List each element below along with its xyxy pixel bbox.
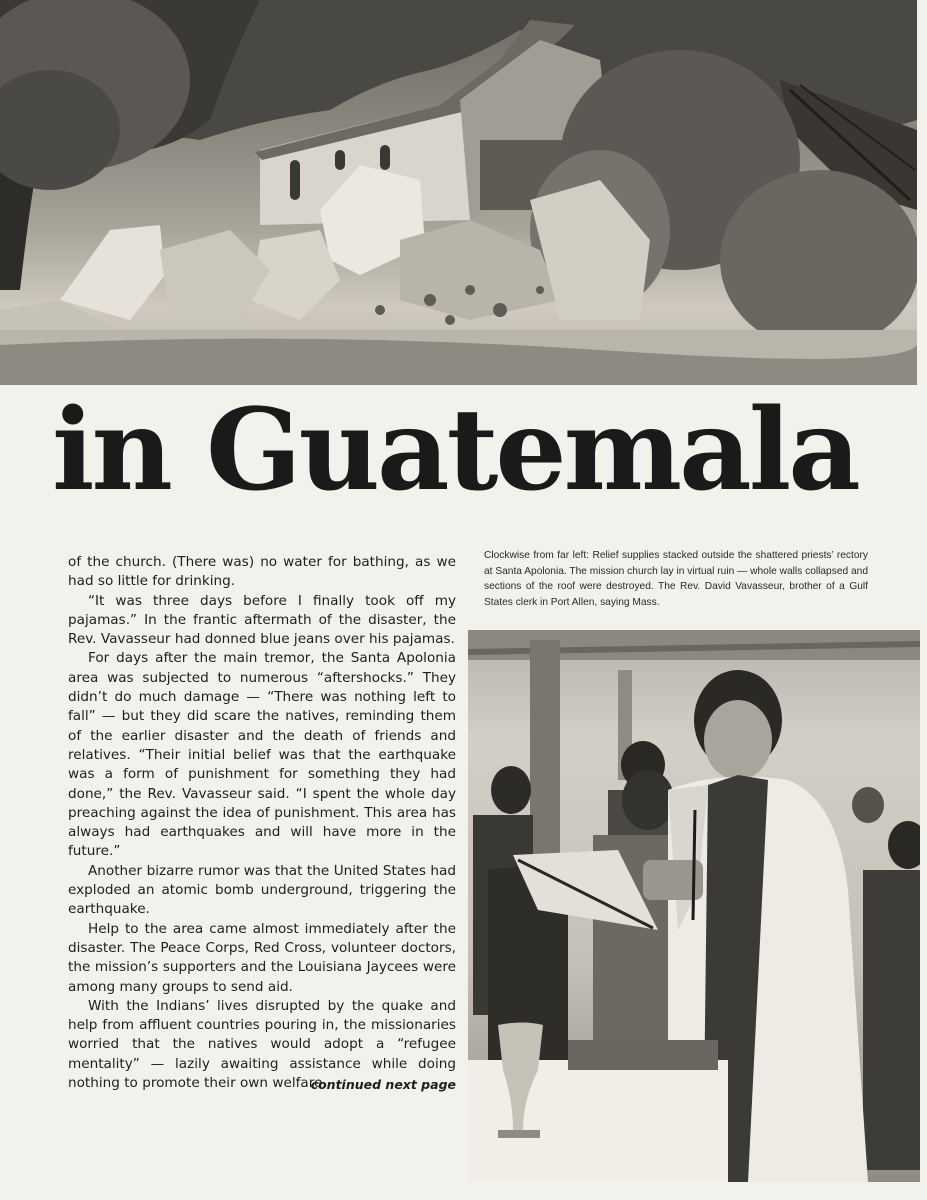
article-body <box>68 553 456 1093</box>
body-paragraph: For days after the main tremor, the Santa Apolonia area was subjected to numerous “aftershocks.” They didn’t do much damage — “There was nothing left to fall” — but they did scare the natives, reminding them of the earlier disaster and the death of friends and relatives. “Their initial belief was that the earthquake was a form of punishment for something they had done,” the Rev. Vavasseur said. “I spent the whole day preaching against the idea of punishment. This area has always had earthquakes and will have more in the future.” <box>68 650 456 860</box>
church-ruins-photo <box>0 0 917 385</box>
church-ruins-illustration <box>0 0 917 385</box>
body-paragraph: With the Indians’ lives disrupted by the quake and help from affluent countries pouring in, the missionaries worried that the natives would adopt a “refugee mentality” — lazily awaiting assistance while doing nothing to promote their own welfare. <box>68 997 456 1092</box>
continued-note: continued next page <box>310 1077 456 1092</box>
body-paragraph: “It was three days before I finally took off my pajamas.” In the frantic aftermath of the disaster, the Rev. Vavasseur had donned blue jeans over his pajamas. <box>68 592 456 648</box>
body-paragraph: Help to the area came almost immediately after the disaster. The Peace Corps, Red Cross, volunteer doctors, the mission’s supporters and the Louisiana Jaycees were among many groups to send aid. <box>68 920 456 995</box>
headline: in Guatemala <box>52 385 858 516</box>
photo-caption: Clockwise from far left: Relief supplies stacked outside the shattered priests’ rectory at Santa Apolonia. The mission church lay in virtual ruin — whole walls collapsed and sections of the roof were destroyed. The Rev. David Vavasseur, brother of a Gulf States clerk in Port Allen, saying Mass. <box>484 550 868 608</box>
mass-photo <box>468 630 920 1182</box>
priest-mass-illustration <box>468 630 920 1182</box>
body-paragraph: of the church. (There was) no water for bathing, as we had so little for drinking. <box>68 554 456 590</box>
body-paragraph: Another bizarre rumor was that the United States had exploded an atomic bomb underground, triggering the earthquake. <box>68 862 456 918</box>
